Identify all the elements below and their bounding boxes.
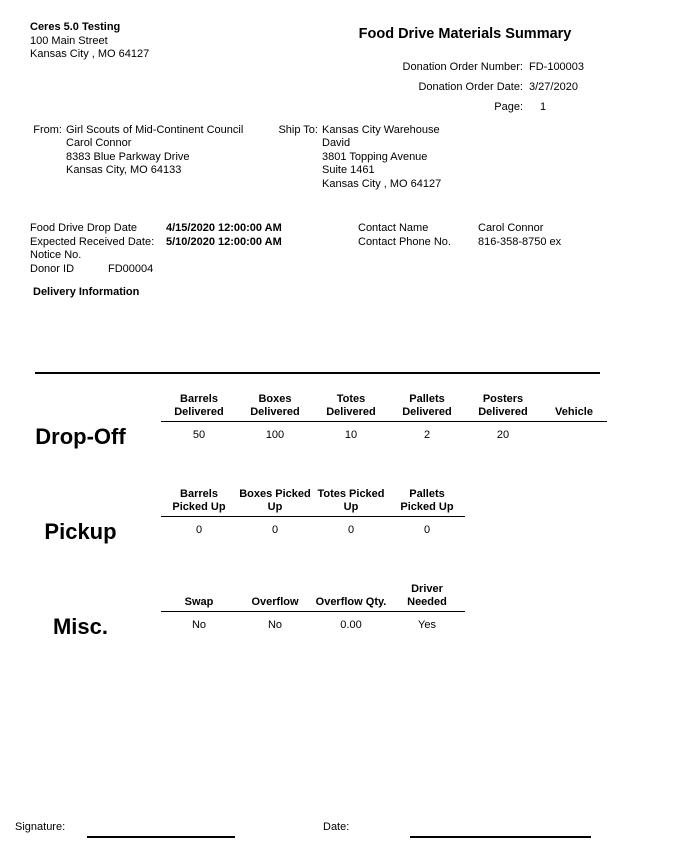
column-value: 0 [195, 524, 203, 536]
section-table-pickup [161, 488, 465, 545]
company-name: Ceres 5.0 Testing [30, 21, 121, 33]
contact-row-value: 816-358-8750 ex [478, 235, 562, 248]
materials-section-pickup [0, 488, 607, 545]
value-row [161, 524, 465, 536]
column-header-line: Delivered [326, 406, 376, 418]
section-table-drop-off [161, 393, 607, 450]
section-label-misc: Misc. [52, 614, 109, 639]
column-header-line: Overflow Qty. [315, 596, 387, 608]
column-header [161, 583, 237, 611]
materials-section-drop-off [0, 393, 607, 450]
ship-to-block [275, 124, 441, 191]
order-info-row-label: Page: [494, 101, 523, 113]
column-value: 0 [271, 524, 279, 536]
contact-row-value: Carol Connor [478, 222, 544, 234]
column-header-line: Delivered [174, 406, 224, 418]
column-header [389, 488, 465, 516]
column-header-line: Pallets [409, 488, 445, 500]
section-label-drop-off: Drop-Off [35, 424, 126, 449]
order-info-row-label: Donation Order Date: [418, 81, 523, 93]
order-detail-row-value: FD00004 [108, 262, 154, 275]
order-info-row [280, 101, 584, 113]
column-header-line: Driver [411, 583, 443, 595]
column-header-line: Picked Up [400, 501, 454, 513]
order-detail-row-label: Expected Received Date: [30, 235, 155, 248]
signature-label: Signature: [15, 821, 66, 833]
order-detail-row [30, 263, 282, 277]
ship-to-address-line: Suite 1461 [322, 164, 375, 177]
order-detail-row [30, 249, 282, 263]
order-info-row-label: Donation Order Number: [402, 61, 523, 73]
from-block [32, 124, 243, 178]
column-header-line: Boxes Picked [239, 488, 311, 500]
column-header-line: Totes Picked [317, 488, 385, 500]
column-header [161, 393, 237, 421]
ship-to-label: Ship To: [278, 124, 318, 136]
column-header [237, 583, 313, 611]
contact-block [358, 222, 561, 249]
company-address-line-1: 100 Main Street [30, 34, 108, 47]
section-table-misc [161, 583, 465, 640]
ship-to-address-line: David [322, 137, 351, 150]
order-info-row-value: 1 [540, 101, 547, 113]
order-detail-row-label: Notice No. [30, 249, 82, 261]
column-header-line: Boxes [258, 393, 292, 405]
date-line [410, 836, 591, 838]
company-address-line-2: Kansas City , MO 64127 [30, 48, 150, 60]
column-value: 50 [192, 429, 206, 441]
column-value: 0.00 [340, 619, 362, 631]
order-detail-row-value: 5/10/2020 12:00:00 AM [166, 235, 282, 248]
order-detail-row-label: Food Drive Drop Date [30, 222, 137, 234]
column-header [389, 583, 465, 611]
column-header-line: Up [267, 501, 283, 513]
column-header [237, 393, 313, 421]
ship-to-address [322, 124, 441, 191]
column-header [313, 488, 389, 516]
column-header-line: Delivered [478, 406, 528, 418]
date-label: Date: [323, 821, 350, 833]
column-header-line: Picked Up [172, 501, 226, 513]
order-detail-row [30, 222, 282, 236]
order-info-row-value: FD-100003 [529, 61, 585, 73]
ship-to-address-line: Kansas City , MO 64127 [322, 177, 442, 190]
order-detail-row-value: 4/15/2020 12:00:00 AM [166, 222, 282, 234]
order-info-row-value: 3/27/2020 [529, 81, 578, 93]
column-header [237, 488, 313, 516]
from-address [66, 124, 243, 178]
from-address-line: Carol Connor [66, 137, 132, 150]
order-detail-row [30, 236, 282, 250]
order-info-block [280, 61, 584, 121]
company-block [30, 21, 149, 62]
column-header-row [161, 393, 607, 422]
column-header [541, 393, 607, 421]
column-value [541, 429, 607, 441]
column-value: 10 [344, 429, 358, 441]
from-address-line: 8383 Blue Parkway Drive [66, 150, 190, 163]
column-header [161, 488, 237, 516]
section-label-pickup: Pickup [44, 519, 117, 544]
column-header-row [161, 488, 465, 517]
column-header-line: Totes [336, 393, 366, 405]
column-header-line: Delivered [250, 406, 300, 418]
column-header-line: Up [343, 501, 359, 513]
column-header-line: Barrels [180, 488, 218, 500]
column-value: No [191, 619, 207, 631]
column-value: No [267, 619, 283, 631]
ship-to-address-line: Kansas City Warehouse [322, 124, 440, 136]
order-info-row [280, 81, 584, 93]
column-header-line: Pallets [409, 393, 445, 405]
from-address-line: Kansas City, MO 64133 [66, 164, 182, 177]
order-info-row [280, 61, 584, 73]
column-header-line: Vehicle [555, 406, 593, 418]
contact-row-label: Contact Name [358, 222, 429, 234]
section-divider-rule [35, 372, 600, 374]
column-header-line: Barrels [180, 393, 218, 405]
column-header-line: Posters [482, 393, 524, 405]
column-header-line: Needed [407, 596, 447, 608]
contact-row-label: Contact Phone No. [358, 235, 451, 248]
from-address-line: Girl Scouts of Mid-Continent Council [66, 124, 244, 136]
ship-to-address-line: 3801 Topping Avenue [322, 150, 428, 163]
column-value: 100 [265, 429, 285, 441]
value-row [161, 429, 607, 441]
value-row [161, 619, 465, 631]
column-value: 0 [347, 524, 355, 536]
materials-section-misc [0, 583, 607, 640]
report-title: Food Drive Materials Summary [358, 26, 572, 42]
from-label: From: [33, 124, 62, 136]
column-value: 0 [423, 524, 431, 536]
column-header [313, 393, 389, 421]
order-details-block [30, 222, 282, 276]
column-header [465, 393, 541, 421]
materials-sections [0, 393, 607, 678]
column-header-line: Swap [184, 596, 214, 608]
delivery-information-heading: Delivery Information [33, 286, 140, 298]
order-detail-row-label: Donor ID [30, 262, 75, 275]
column-header-line: Overflow [251, 596, 299, 608]
contact-row [358, 222, 561, 236]
contact-row [358, 236, 561, 250]
column-header-line: Delivered [402, 406, 452, 418]
column-value: 2 [423, 429, 431, 441]
column-value: Yes [418, 619, 436, 631]
column-header [389, 393, 465, 421]
column-value: 20 [496, 429, 510, 441]
column-header-row [161, 583, 465, 612]
column-header [313, 583, 389, 611]
signature-line [87, 836, 235, 838]
